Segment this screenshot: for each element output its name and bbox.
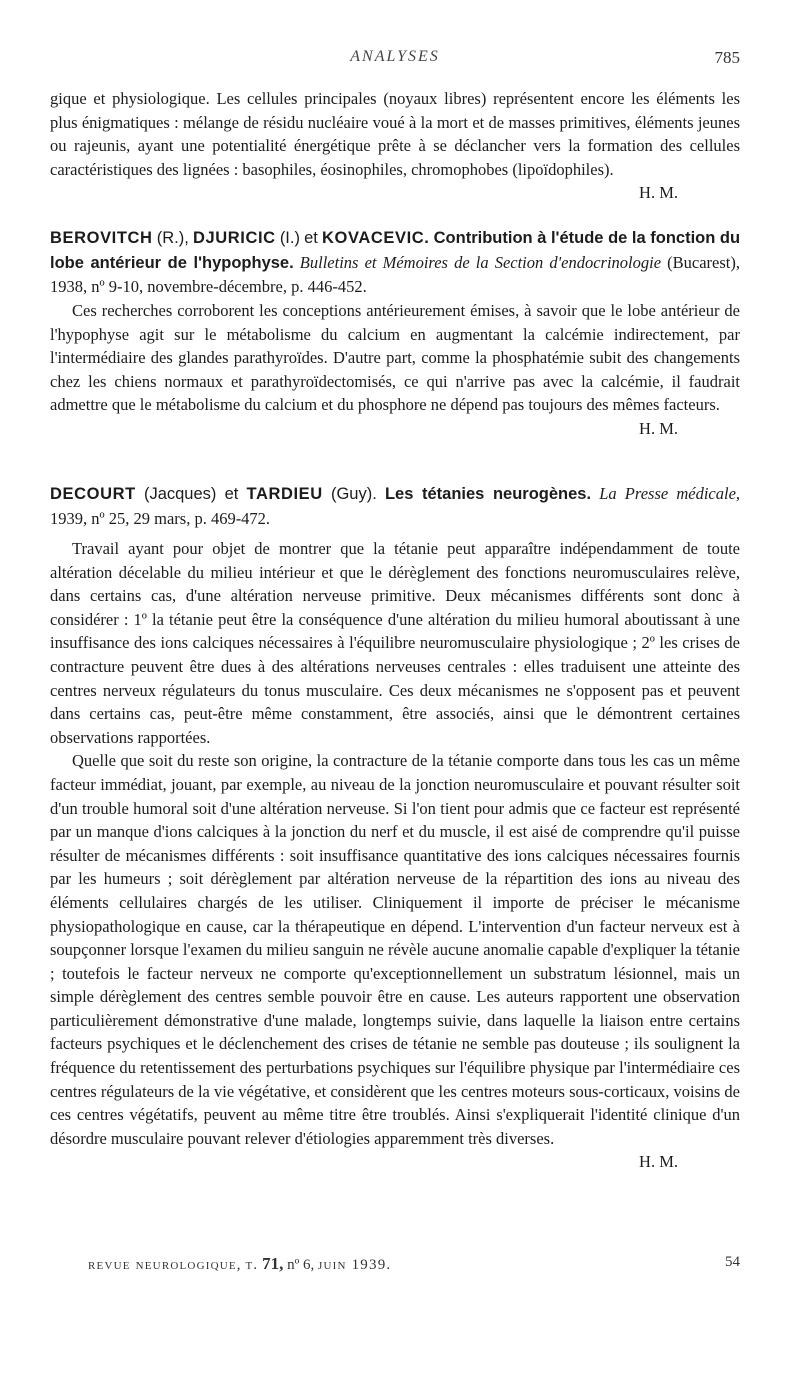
entry-1-author-1: BEROVITCH	[50, 229, 153, 247]
entry-2-author-1-initial: (Jacques)	[143, 485, 217, 503]
footer-issue: nº 6,	[287, 1257, 315, 1273]
entry-1-author-3: KOVACEVIC.	[322, 229, 430, 247]
entry-2-signature: H. M.	[639, 1152, 678, 1172]
footer-tome: t.	[245, 1257, 259, 1273]
entry-2-author-2-initial: (Guy).	[330, 485, 377, 503]
carryover-paragraph: gique et physiologique. Les cellules principales (noyaux libres) représentent encore les éléments les plus énigmatiques : mélange de résidu nucléaire voué à la mort et de masses primitives, éléments jeunes ou rajeunis, ayant une potentialité énergétique prête à se déclancher vers la formation des cellules caractéristiques des lignées : basophiles, éosinophiles, chromophobes (lipoïdophiles).	[50, 89, 740, 179]
carryover-signature: H. M.	[639, 183, 678, 203]
entry-2-title: Les tétanies neurogènes.	[384, 485, 592, 503]
entry-2-journal: La Presse médicale,	[599, 484, 741, 503]
carryover-paragraph-block	[50, 87, 740, 205]
entry-1-author-2: DJURICIC	[192, 229, 276, 247]
entry-2-citation: 1939, nº 25, 29 mars, p. 469-472.	[50, 508, 271, 528]
entry-2-connector: et	[224, 485, 239, 503]
page-number: 785	[714, 48, 740, 67]
entry-1-title: Contribution à l'étude de la fonction du lobe antérieur de l'hypophyse.	[50, 229, 741, 272]
entry-1-body-block	[50, 299, 740, 441]
entry-2-author-1: DECOURT	[50, 485, 136, 503]
footer-date: juin 1939.	[318, 1257, 392, 1273]
entry-1-abstract: Ces recherches corroborent les conceptions antérieurement émises, à savoir que le lobe antérieur de l'hypophyse agit sur le métabolisme du calcium en augmentant la calcémie indirectement, par l'intermédiaire des glandes parathyroïdes. D'autre part, comme la phosphatémie subit des changements chez les chiens normaux et parathyroïdectomisés, ce qui n'arrive pas avec la calcémie, il faudrait admettre que le métabolisme du calcium et du phosphore ne dépend pas toujours des mêmes facteurs.	[50, 301, 740, 415]
entry-2-author-2: TARDIEU	[246, 485, 323, 503]
running-head	[50, 48, 740, 72]
entry-2-paragraph-2: Quelle que soit du reste son origine, la contracture de la tétanie comporte dans tous les cas un même facteur immédiat, jouant, par exemple, au niveau de la jonction neuromusculaire et pouvant résulter soit d'un trouble humoral soit d'une altération nerveuse. Si l'on tient pour admis que ce facteur est représenté par un manque d'ions calciques à la jonction du nerf et du muscle, il est aisé de comprendre qu'il puisse résulter de mécanismes différents : soit insuffisance quantitative des ions calciques nécessaires fournis par les humeurs ; soit dérèglement par altération nerveuse de la répartition des ions au niveau des éléments cellulaires chargés de les utiliser. Cliniquement il importe de préciser le mécanisme physiopathologique en cause, car la thérapeutique en dépend. L'intervention d'un facteur nerveux est à soupçonner lorsque l'examen du milieu sanguin ne révèle aucune anomalie capable d'expliquer la tétanie ; toutefois le facteur nerveux ne comporte qu'exceptionnellement un substratum lésionnel, mais un simple dérèglement des centres semble pouvoir être en cause. Les auteurs rapportent une observation particulièrement démonstrative d'une malade, longtemps suivie, dans laquelle la liaison entre certains facteurs psychiques et le déclenchement des crises de tétanie ne semble pas douteuse ; ils soulignent la fréquence du retentissement des perturbations psychiques sur l'équilibre physique par l'intermédiaire ces centres régulateurs de la vie végétative, et considèrent que les centres moteurs sous-corticaux, voisins de ces centres végétatifs, peuvent au même titre être troublés. Ainsi s'expliquerait l'identité clinique d'un désordre musculaire pouvant relever d'étiologies apparemment très diverses.	[50, 751, 741, 1148]
entry-1-connector: et	[304, 229, 318, 247]
entry-2-heading	[50, 482, 740, 530]
entry-1-heading	[50, 226, 740, 299]
entry-1-author-2-initial: (I.)	[279, 229, 300, 247]
running-title: ANALYSES	[350, 48, 440, 65]
page-footer	[88, 1254, 740, 1274]
footer-sheet-number: 54	[725, 1254, 740, 1270]
footer-volume: 71,	[262, 1254, 284, 1273]
entry-2-body-block	[50, 537, 740, 1174]
entry-1-journal: Bulletins et Mémoires de la Section d'endocrinologie	[299, 252, 662, 272]
entry-1-author-1-initial: (R.),	[156, 229, 189, 247]
entry-2-paragraph-1: Travail ayant pour objet de montrer que la tétanie peut apparaître indépendamment de toute altération décelable du milieu intérieur et que le dérèglement des fonctions neuromusculaires relève, dans certains cas, d'une altération nerveuse primitive. Deux mécanismes différents sont donc à considérer : 1º la tétanie peut être la conséquence d'une altération du milieu humoral aboutissant à une insuffisance des ions calciques nécessaires à l'équilibre neuromusculaire physiologique ; 2º les crises de contracture peuvent être dues à des altérations nerveuses centrales : elles traduisent une atteinte des centres nerveux régulateurs du tonus musculaire. Ces deux mécanismes ne s'opposent pas et peuvent dans certains cas, peut-être même constamment, être associés, ainsi que le démontrent certaines observations rapportées.	[50, 539, 740, 747]
entry-1-citation: (Bucarest), 1938, nº 9-10, novembre-décembre, p. 446-452.	[50, 252, 740, 296]
footer-journal: revue neurologique,	[88, 1257, 242, 1273]
entry-1-signature: H. M.	[639, 418, 678, 438]
